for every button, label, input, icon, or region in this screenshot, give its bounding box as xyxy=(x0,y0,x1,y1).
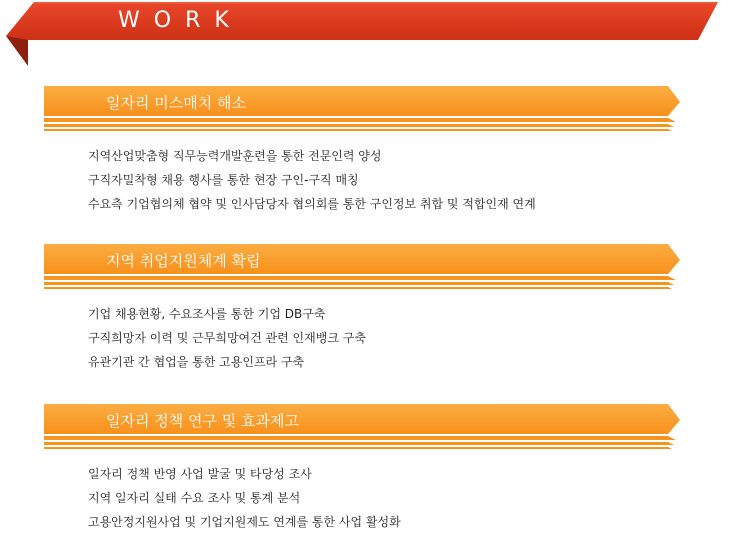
list-item: 지역 일자리 실태 수요 조사 및 통계 분석 xyxy=(88,491,301,505)
section-banner xyxy=(44,402,684,454)
work-header-ribbon xyxy=(0,0,729,70)
list-item: 수요측 기업협의체 협약 및 인사담당자 협의회를 통한 구인정보 취합 및 적합인재 연계 xyxy=(88,197,536,211)
list-item: 구직희망자 이력 및 근무희망여건 관련 인재뱅크 구축 xyxy=(88,331,366,345)
section-title: 지역 취업지원체계 확립 xyxy=(106,252,261,270)
section-title: 일자리 미스매치 해소 xyxy=(106,94,246,112)
list-item: 유관기관 간 협업을 통한 고용인프라 구축 xyxy=(88,355,305,369)
section-item-list xyxy=(88,302,366,374)
section-title: 일자리 정책 연구 및 효과제고 xyxy=(106,412,299,430)
section-item-list xyxy=(88,462,401,534)
list-item: 구직자밀착형 채용 행사를 통한 현장 구인-구직 매칭 xyxy=(88,173,359,187)
list-item: 고용안정지원사업 및 기업지원제도 연계를 통한 사업 활성화 xyxy=(88,515,401,529)
page-title: WORK xyxy=(118,8,243,33)
section-banner xyxy=(44,84,684,136)
list-item: 지역산업맞춤형 직무능력개발훈련을 통한 전문인력 양성 xyxy=(88,149,382,163)
section-item-list xyxy=(88,144,536,216)
list-item: 일자리 정책 반영 사업 발굴 및 타당성 조사 xyxy=(88,467,312,481)
ribbon-shape xyxy=(0,0,729,70)
section-banner xyxy=(44,242,684,294)
list-item: 기업 채용현황, 수요조사를 통한 기업 DB구축 xyxy=(88,307,326,321)
